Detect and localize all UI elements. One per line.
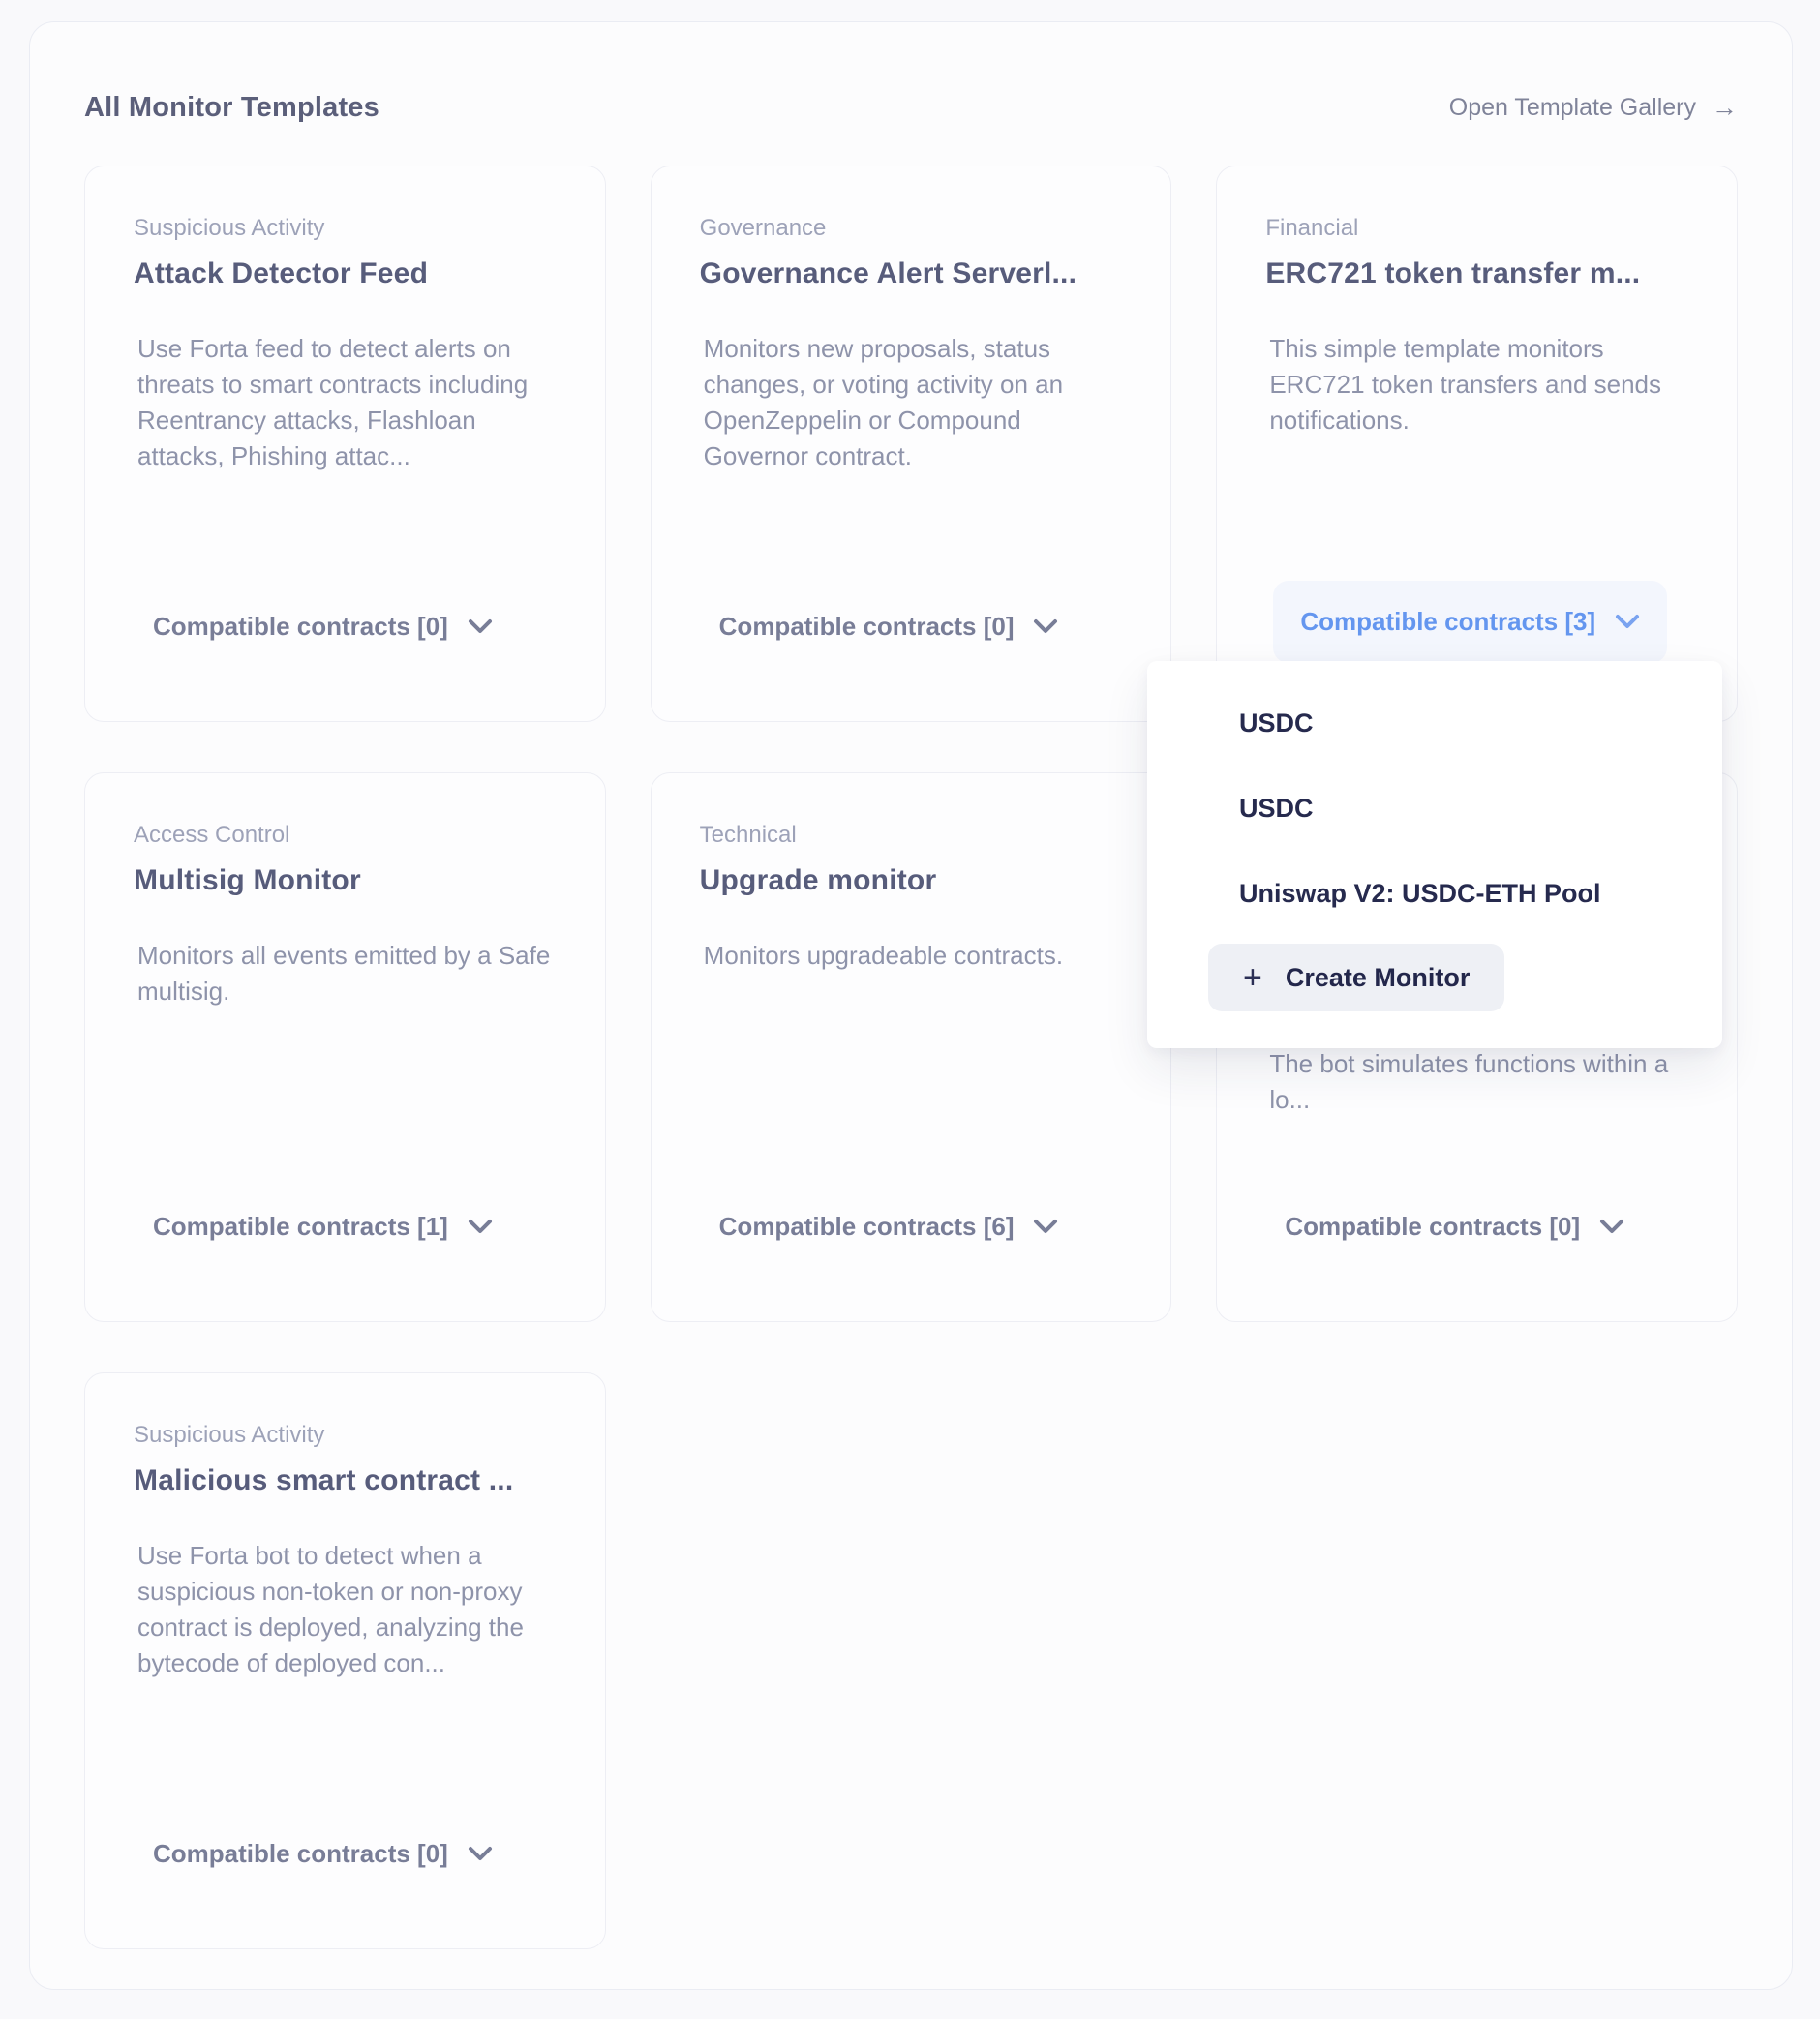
chevron-down-icon: [1615, 614, 1640, 630]
template-card-multisig-monitor: [84, 772, 606, 1322]
card-description: This simple template monitors ERC721 token transfers and sends notifications.: [1269, 334, 1662, 435]
chevron-down-icon: [1599, 1219, 1624, 1235]
chevron-down-icon: [468, 1846, 493, 1862]
card-description: Monitors new proposals, status changes, or voting activity on an OpenZeppelin or Compound Governor contract.: [703, 334, 1064, 470]
dropdown-item-contract[interactable]: USDC: [1239, 793, 1314, 823]
compatible-contracts-label: Compatible contracts [3]: [1300, 607, 1596, 636]
template-card-upgrade-monitor: [651, 772, 1172, 1322]
open-template-gallery-link[interactable]: [1449, 94, 1738, 122]
card-title: Governance Alert Serverl...: [699, 257, 1077, 289]
card-description: Monitors all events emitted by a Safe multisig.: [137, 941, 551, 1006]
chevron-down-icon: [1033, 618, 1058, 635]
card-category: Suspicious Activity: [134, 1422, 325, 1448]
compatible-contracts-label: Compatible contracts [0]: [1285, 1212, 1581, 1241]
card-description: Monitors upgradeable contracts.: [703, 941, 1064, 970]
compatible-contracts-dropdown-trigger-open[interactable]: [1273, 581, 1667, 663]
panel-header: [84, 90, 1738, 125]
card-title: Malicious smart contract ...: [134, 1464, 514, 1496]
compatible-contracts-dropdown-menu: [1147, 661, 1722, 1048]
card-category: Governance: [699, 215, 827, 241]
card-category: Financial: [1265, 215, 1359, 241]
compatible-contracts-dropdown-trigger[interactable]: [153, 612, 561, 642]
page-title: All Monitor Templates: [84, 91, 379, 123]
card-category: Technical: [699, 822, 797, 848]
template-cards-grid: [84, 166, 1738, 1949]
card-description: Use Forta bot to detect when a suspicious non-token or non-proxy contract is deployed, analyzing the bytecode of deployed con...: [137, 1541, 524, 1677]
template-card-erc721-token-transfer: [1216, 166, 1738, 722]
template-card-attack-detector-feed: [84, 166, 606, 722]
create-monitor-button[interactable]: [1208, 944, 1504, 1011]
compatible-contracts-dropdown-trigger[interactable]: [1285, 1212, 1692, 1242]
plus-icon: +: [1243, 959, 1262, 996]
chevron-down-icon: [468, 1219, 493, 1235]
create-monitor-label: Create Monitor: [1285, 962, 1471, 992]
card-category: Suspicious Activity: [134, 215, 325, 241]
card-title: Attack Detector Feed: [134, 257, 429, 289]
compatible-contracts-label: Compatible contracts [1]: [153, 1212, 448, 1241]
compatible-contracts-label: Compatible contracts [0]: [718, 612, 1015, 641]
arrow-right-icon: →: [1712, 92, 1738, 122]
compatible-contracts-label: Compatible contracts [0]: [153, 1839, 448, 1868]
card-description: Use Forta feed to detect alerts on threats to smart contracts including Reentrancy attacks, Flashloan attacks, Phishing attac...: [137, 334, 529, 470]
template-card-governance-alert: [651, 166, 1172, 722]
compatible-contracts-dropdown-trigger[interactable]: [153, 1839, 561, 1869]
chevron-down-icon: [468, 618, 493, 635]
card-description: The bot simulates functions within a lo...: [1269, 1049, 1669, 1114]
open-template-gallery-label: Open Template Gallery: [1448, 93, 1696, 121]
dropdown-item-contract[interactable]: USDC: [1239, 708, 1314, 738]
card-title: ERC721 token transfer m...: [1265, 257, 1641, 289]
compatible-contracts-dropdown-trigger[interactable]: [719, 1212, 1127, 1242]
template-card-malicious-smart-contract: [84, 1372, 606, 1949]
compatible-contracts-label: Compatible contracts [0]: [153, 612, 448, 641]
card-title: Multisig Monitor: [134, 864, 361, 896]
compatible-contracts-dropdown-trigger[interactable]: [719, 612, 1127, 642]
chevron-down-icon: [1033, 1219, 1058, 1235]
card-title: Upgrade monitor: [699, 864, 937, 896]
compatible-contracts-label: Compatible contracts [6]: [718, 1212, 1015, 1241]
dropdown-item-contract[interactable]: Uniswap V2: USDC-ETH Pool: [1239, 878, 1601, 908]
card-category: Access Control: [134, 822, 290, 848]
compatible-contracts-dropdown-trigger[interactable]: [153, 1212, 561, 1242]
